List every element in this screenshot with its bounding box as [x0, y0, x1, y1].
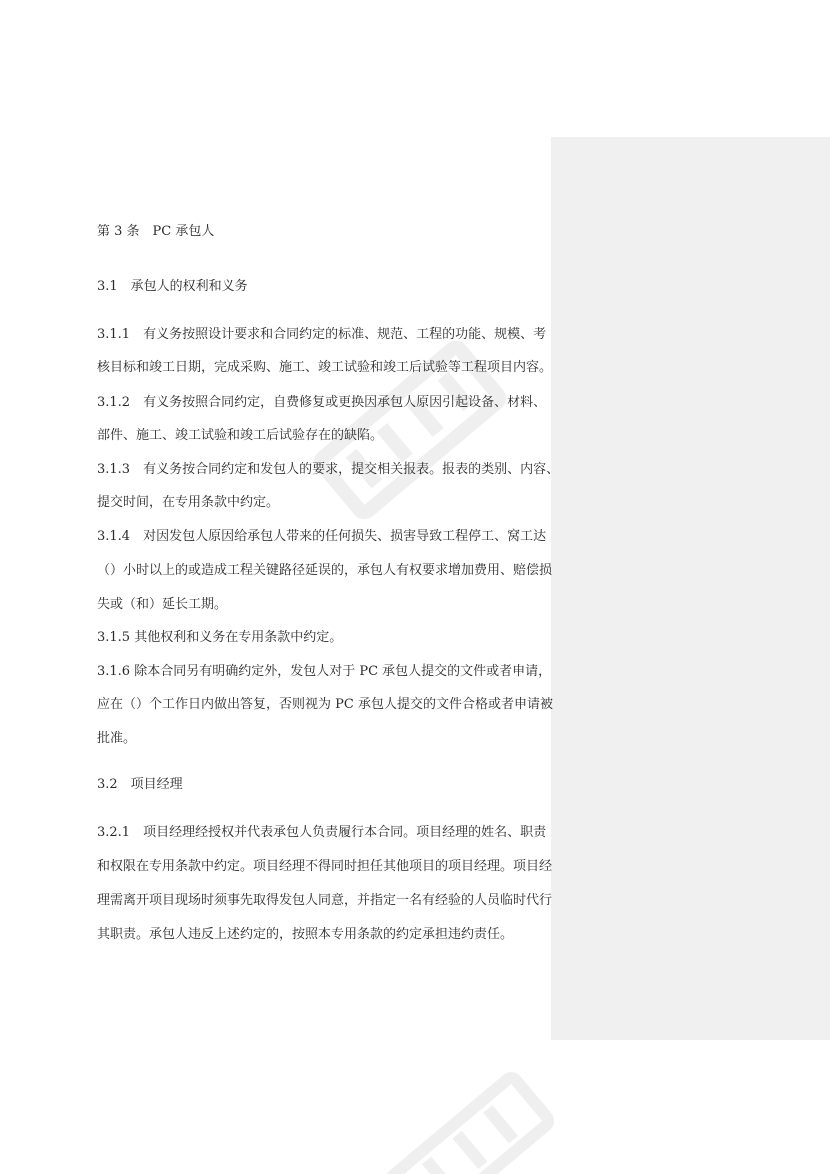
- paragraph-line: 其职责。承包人违反上述约定的，按照本专用条款的约定承担违约责任。: [97, 927, 514, 942]
- paragraph-line: 和权限在专用条款中约定。项目经理不得同时担任其他项目的项目经理。项目经: [97, 859, 553, 874]
- watermark-stamp-icon-bottom: [370, 1060, 570, 1174]
- paragraph-line: 3.1.4 对因发包人原因给承包人带来的任何损失、损害导致工程停工、窝工达: [97, 529, 547, 544]
- paragraph-line: 3.1.1 有义务按照设计要求和合同约定的标准、规范、工程的功能、规模、考: [97, 327, 547, 342]
- paragraph-line: 3.1.3 有义务按合同约定和发包人的要求，提交相关报表。报表的类别、内容、: [97, 462, 560, 477]
- paragraph-line: 3.1.6 除本合同另有明确约定外，发包人对于 PC 承包人提交的文件或者申请，: [97, 664, 552, 679]
- article-title: 第 3 条 PC 承包人: [97, 224, 215, 239]
- paragraph-line: 理需离开项目现场时须事先取得发包人同意，并指定一名有经验的人员临时代行: [97, 893, 553, 908]
- paragraph-line: 批准。: [97, 731, 137, 746]
- paragraph-line: 应在（）个工作日内做出答复，否则视为 PC 承包人提交的文件合格或者申请被: [97, 697, 553, 712]
- paragraph-line: 3.2.1 项目经理经授权并代表承包人负责履行本合同。项目经理的姓名、职责: [97, 825, 547, 840]
- paragraph-line: 3.1.5 其他权利和义务在专用条款中约定。: [97, 630, 343, 645]
- paragraph-line: （）小时以上的或造成工程关键路径延误的，承包人有权要求增加费用、赔偿损: [97, 563, 553, 578]
- paragraph-line: 部件、施工、竣工试验和竣工后试验存在的缺陷。: [97, 428, 384, 443]
- paragraph-line: 核目标和竣工日期，完成采购、施工、竣工试验和竣工后试验等工程项目内容。: [97, 360, 553, 375]
- section-3-1-title: 3.1 承包人的权利和义务: [97, 279, 248, 294]
- paragraph-line: 失或（和）延长工期。: [97, 597, 228, 612]
- paragraph-line: 提交时间，在专用条款中约定。: [97, 495, 280, 510]
- paragraph-line: 3.1.2 有义务按照合同约定，自费修复或更换因承包人原因引起设备、材料、: [97, 395, 547, 410]
- gray-side-panel: [551, 137, 830, 1040]
- section-3-2-title: 3.2 项目经理: [97, 777, 183, 792]
